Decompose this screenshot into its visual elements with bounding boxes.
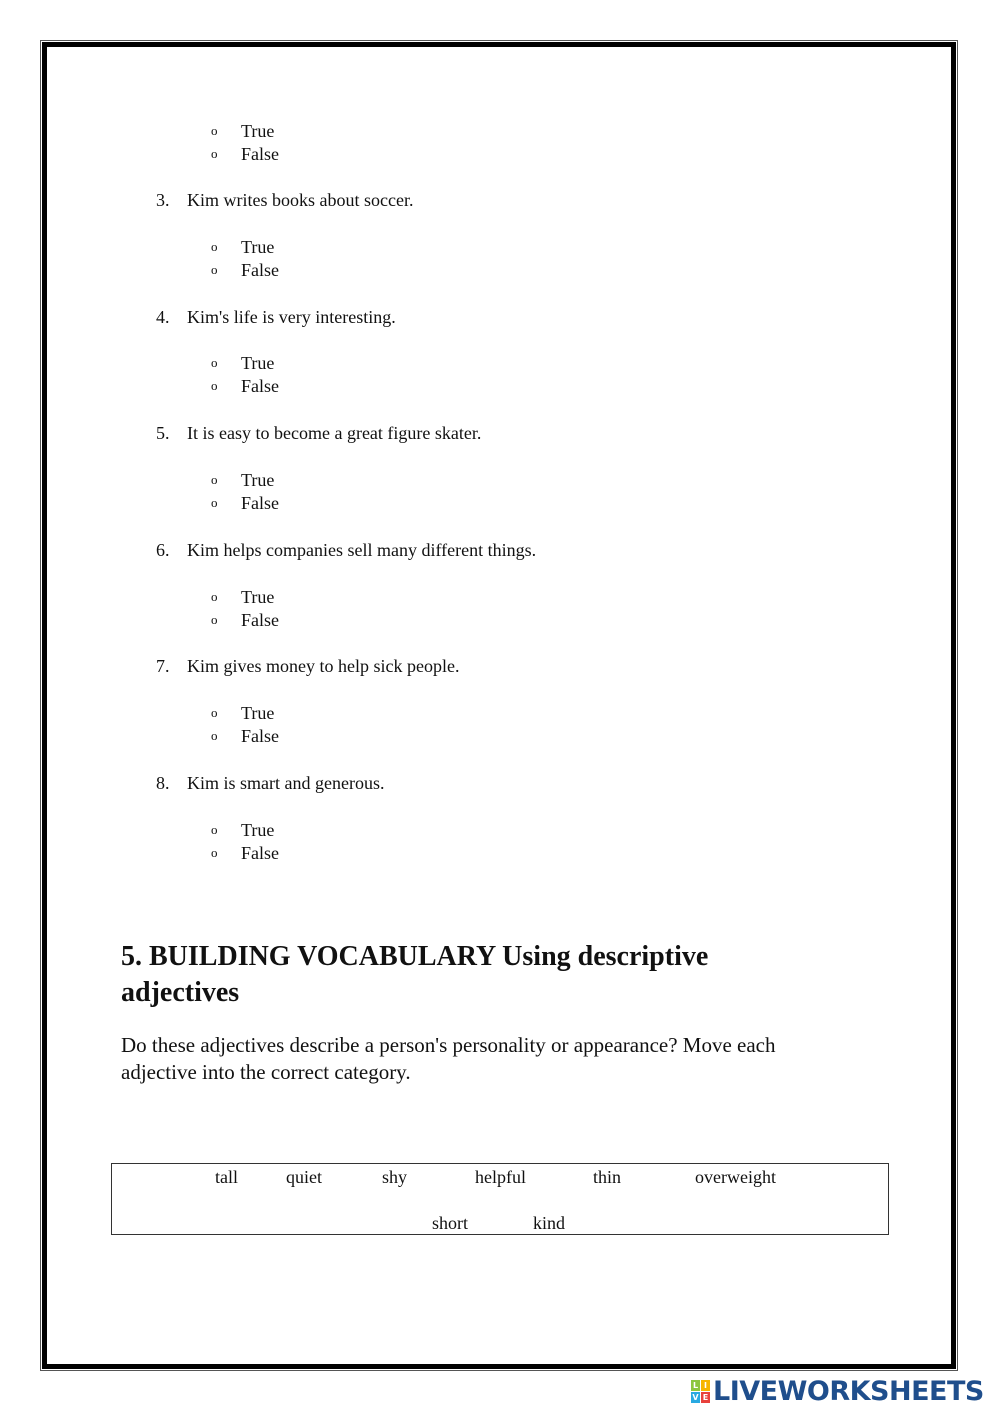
circle-bullet-icon: o	[211, 378, 218, 393]
circle-bullet-icon: o	[211, 239, 218, 254]
question-number: 7.	[156, 656, 170, 676]
option-label: False	[241, 376, 279, 396]
question-text: Kim's life is very interesting.	[187, 307, 396, 327]
option-label: False	[241, 260, 279, 280]
option-label: False	[241, 610, 279, 630]
circle-bullet-icon: o	[211, 495, 218, 510]
option-label: True	[241, 587, 275, 607]
question-text: Kim helps companies sell many different things.	[187, 540, 537, 560]
instructions-cont: adjective into the correct category.	[121, 1060, 411, 1084]
option-label: True	[241, 703, 275, 723]
liveworksheets-logo	[691, 1376, 984, 1407]
question-text: It is easy to become a great figure skater.	[187, 423, 482, 443]
word-kind[interactable]: kind	[533, 1213, 566, 1233]
option-label: False	[241, 144, 279, 164]
option-label: False	[241, 843, 279, 863]
word-tall[interactable]: tall	[215, 1167, 238, 1187]
word-overweight[interactable]: overweight	[695, 1167, 776, 1187]
circle-bullet-icon: o	[211, 705, 218, 720]
circle-bullet-icon: o	[211, 146, 218, 161]
option-label: True	[241, 353, 275, 373]
circle-bullet-icon: o	[211, 355, 218, 370]
word-bank	[111, 1163, 889, 1235]
option-label: False	[241, 493, 279, 513]
question-text: Kim gives money to help sick people.	[187, 656, 460, 676]
question-number: 3.	[156, 190, 170, 210]
circle-bullet-icon: o	[211, 123, 218, 138]
word-short[interactable]: short	[432, 1213, 468, 1233]
option-label: True	[241, 121, 275, 141]
circle-bullet-icon: o	[211, 472, 218, 487]
circle-bullet-icon: o	[211, 845, 218, 860]
option-label: True	[241, 470, 275, 490]
question-text: Kim is smart and generous.	[187, 773, 385, 793]
circle-bullet-icon: o	[211, 589, 218, 604]
word-thin[interactable]: thin	[593, 1167, 622, 1187]
section-heading-cont: adjectives	[121, 977, 240, 1008]
question-number: 4.	[156, 307, 170, 327]
word-quiet[interactable]: quiet	[286, 1167, 322, 1187]
option-label: False	[241, 726, 279, 746]
word-shy[interactable]: shy	[382, 1167, 408, 1187]
section-heading: 5. BUILDING VOCABULARY Using descriptive	[121, 941, 709, 972]
circle-bullet-icon: o	[211, 612, 218, 627]
question-number: 5.	[156, 423, 170, 443]
circle-bullet-icon: o	[211, 728, 218, 743]
circle-bullet-icon: o	[211, 262, 218, 277]
logo-tiles-icon: L I V E	[692, 1381, 709, 1402]
question-number: 8.	[156, 773, 170, 793]
logo-text: LIVEWORKSHEETS	[713, 1376, 984, 1407]
option-label: True	[241, 820, 275, 840]
circle-bullet-icon: o	[211, 822, 218, 837]
word-helpful[interactable]: helpful	[475, 1167, 526, 1187]
question-number: 6.	[156, 540, 170, 560]
question-text: Kim writes books about soccer.	[187, 190, 414, 210]
instructions: Do these adjectives describe a person's personality or appearance? Move each	[121, 1033, 776, 1057]
option-label: True	[241, 237, 275, 257]
